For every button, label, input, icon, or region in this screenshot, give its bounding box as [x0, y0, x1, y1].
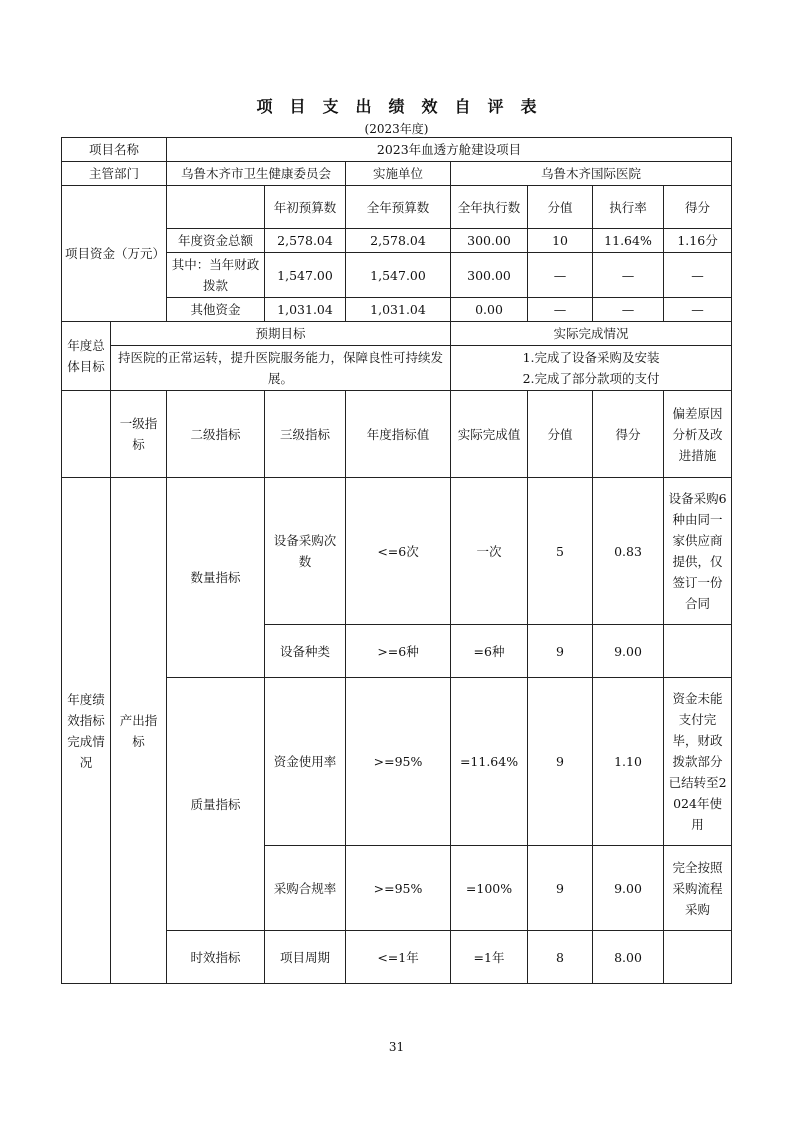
funds-initial: 1,547.00: [265, 253, 346, 298]
indicator-score-value: 9: [528, 678, 593, 846]
indicator-row: [62, 478, 732, 625]
funds-row-name: 年度资金总额: [167, 229, 265, 253]
indicator-target: <=1年: [346, 931, 451, 984]
indicator-actual: 一次: [451, 478, 528, 625]
goals-actual-line: 2.完成了部分款项的支付: [522, 371, 660, 386]
indicator-score: 8.00: [593, 931, 664, 984]
indicator-target: <=6次: [346, 478, 451, 625]
funds-header-annual: 全年预算数: [346, 186, 451, 229]
indicator-reason: 设备采购6种由同一家供应商提供，仅签订一份合同: [664, 478, 732, 625]
indicator-level3: 项目周期: [265, 931, 346, 984]
indicator-reason: [664, 625, 732, 678]
funds-rate: —: [593, 298, 664, 322]
funds-score: —: [664, 298, 732, 322]
funds-annual: 1,547.00: [346, 253, 451, 298]
department-row: [62, 162, 732, 186]
funds-annual: 2,578.04: [346, 229, 451, 253]
indicator-header-level1: 一级指标: [111, 391, 167, 478]
goals-header-row: [62, 322, 732, 346]
indicator-actual: =6种: [451, 625, 528, 678]
indicator-header-row: [62, 391, 732, 478]
dept-label: 主管部门: [62, 162, 167, 186]
funds-header-score-value: 分值: [528, 186, 593, 229]
indicator-level3: 设备采购次数: [265, 478, 346, 625]
funds-label: 项目资金（万元）: [62, 186, 167, 322]
funds-annual: 1,031.04: [346, 298, 451, 322]
indicator-score: 0.83: [593, 478, 664, 625]
funds-header-row: [62, 186, 732, 229]
indicator-score: 9.00: [593, 625, 664, 678]
indicator-score-value: 9: [528, 846, 593, 931]
funds-score: 1.16分: [664, 229, 732, 253]
funds-score: —: [664, 253, 732, 298]
unit-value: 乌鲁木齐国际医院: [451, 162, 732, 186]
project-name-value: 2023年血透方舱建设项目: [167, 138, 732, 162]
page-number: 31: [388, 1040, 405, 1054]
unit-label: 实施单位: [346, 162, 451, 186]
indicator-level1: 产出指标: [111, 478, 167, 984]
indicator-actual: =1年: [451, 931, 528, 984]
goals-label: 年度总体目标: [62, 322, 111, 391]
indicator-header-score-value: 分值: [528, 391, 593, 478]
indicator-score-value: 9: [528, 625, 593, 678]
goals-expected-header: 预期目标: [111, 322, 451, 346]
funds-header-initial: 年初预算数: [265, 186, 346, 229]
indicator-header-target: 年度指标值: [346, 391, 451, 478]
funds-header-score: 得分: [664, 186, 732, 229]
funds-rate: —: [593, 253, 664, 298]
goals-actual-header: 实际完成情况: [451, 322, 732, 346]
funds-blank-cell: [167, 186, 265, 229]
indicator-section-label: 年度绩效指标完成情况: [62, 478, 111, 984]
indicator-level3: 设备种类: [265, 625, 346, 678]
indicator-header-level2: 二级指标: [167, 391, 265, 478]
indicator-header-blank: [62, 391, 111, 478]
dept-value: 乌鲁木齐市卫生健康委员会: [167, 162, 346, 186]
indicator-score: 9.00: [593, 846, 664, 931]
funds-score-value: —: [528, 298, 593, 322]
indicator-header-reason: 偏差原因分析及改进措施: [664, 391, 732, 478]
indicator-reason: [664, 931, 732, 984]
goals-actual-text: [451, 346, 732, 391]
indicator-reason: 资金未能支付完毕，财政拨款部分已结转至2024年使用: [664, 678, 732, 846]
indicator-header-actual: 实际完成值: [451, 391, 528, 478]
funds-initial: 1,031.04: [265, 298, 346, 322]
indicator-level3: 资金使用率: [265, 678, 346, 846]
funds-executed: 300.00: [451, 229, 528, 253]
goals-expected-text: 持医院的正常运转，提升医院服务能力，保障良性可持续发展。: [111, 346, 451, 391]
indicator-score-value: 5: [528, 478, 593, 625]
performance-table: [61, 137, 732, 984]
indicator-header-score: 得分: [593, 391, 664, 478]
indicator-score-value: 8: [528, 931, 593, 984]
indicator-score: 1.10: [593, 678, 664, 846]
indicator-reason: 完全按照采购流程采购: [664, 846, 732, 931]
document-title: 项目支出绩效自评表: [256, 97, 554, 116]
indicator-level2: 质量指标: [167, 678, 265, 931]
indicator-target: >=6种: [346, 625, 451, 678]
project-name-label: 项目名称: [62, 138, 167, 162]
funds-header-rate: 执行率: [593, 186, 664, 229]
funds-score-value: 10: [528, 229, 593, 253]
indicator-level2: 数量指标: [167, 478, 265, 678]
indicator-target: >=95%: [346, 846, 451, 931]
funds-row-name: 其中：当年财政拨款: [167, 253, 265, 298]
indicator-level3: 采购合规率: [265, 846, 346, 931]
indicator-actual: =100%: [451, 846, 528, 931]
year-note: (2023年度): [364, 122, 429, 136]
funds-row-name: 其他资金: [167, 298, 265, 322]
funds-header-executed: 全年执行数: [451, 186, 528, 229]
funds-rate: 11.64%: [593, 229, 664, 253]
funds-executed: 0.00: [451, 298, 528, 322]
goals-content-row: [62, 346, 732, 391]
funds-initial: 2,578.04: [265, 229, 346, 253]
indicator-target: >=95%: [346, 678, 451, 846]
project-name-row: [62, 138, 732, 162]
funds-score-value: —: [528, 253, 593, 298]
funds-executed: 300.00: [451, 253, 528, 298]
indicator-header-level3: 三级指标: [265, 391, 346, 478]
goals-actual-line: 1.完成了设备采购及安装: [522, 350, 660, 365]
indicator-actual: =11.64%: [451, 678, 528, 846]
indicator-level2: 时效指标: [167, 931, 265, 984]
